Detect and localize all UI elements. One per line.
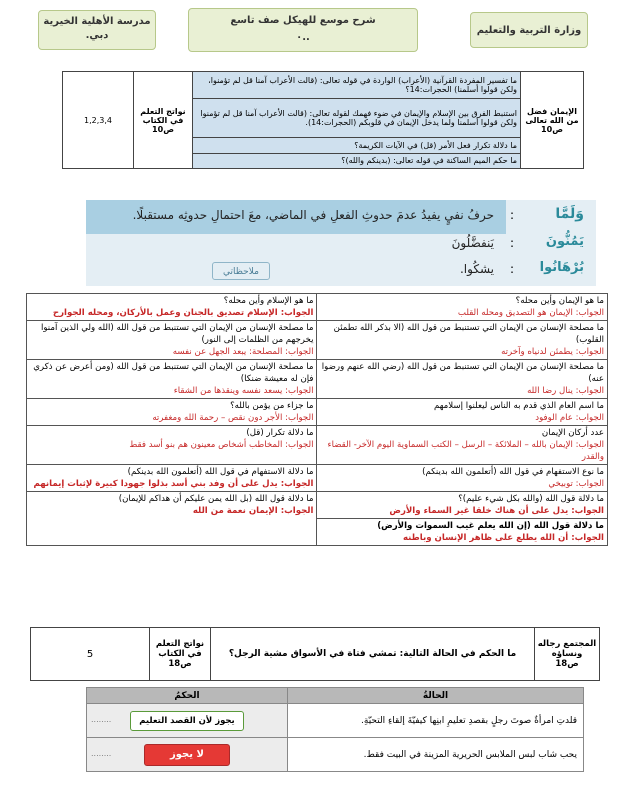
- ruling-answer: يجوز لأن القصد التعليم: [130, 711, 244, 731]
- vocab-word: يَمُنُّونَ: [545, 234, 584, 249]
- qa-cell-right: [317, 294, 608, 321]
- question: ما مصلحة الإنسان من الإيمان التي تستنبط من قول الله (ومن أعرض عن ذكري فإن له معيشة ضنكا): [33, 362, 314, 384]
- dotted-line: ........: [91, 749, 112, 758]
- vocab-word: وَلَمَّا: [555, 206, 584, 222]
- answer: الجواب: ينال رضا الله: [527, 386, 604, 396]
- ruling-cell: [87, 704, 288, 738]
- title-box: [188, 8, 418, 52]
- school-name-box: مدرسة الأهلية الخيرية دبي.: [38, 10, 156, 50]
- dotted-line: ........: [91, 715, 112, 724]
- answer: الجواب: المصلحة: يبعد الجهل عن نفسه: [172, 347, 314, 357]
- question: ما مصلحة الإنسان من الإيمان التي تستنبط من قول الله (رضي الله عنهم ورضوا عنه): [321, 362, 604, 384]
- question: ما دلالة تكرار (قل): [246, 428, 314, 438]
- vocab-row: [90, 260, 590, 282]
- outcome-item: ما دلالة تكرار فعل الأمر (قل) في الآيات الكريمة؟: [193, 138, 521, 154]
- qa-cell-left: [27, 399, 317, 426]
- question: ما هو الإسلام وأين محله؟: [223, 296, 314, 306]
- vocab-row: [90, 234, 590, 256]
- vocab-row: [90, 206, 590, 228]
- vocab-colon: :: [509, 208, 514, 222]
- society-num: 5: [31, 628, 150, 681]
- case-cell: قلدتِ امرأةٌ صوتَ رجلٍ بقصدِ تعليمِ ابنِها كيفيّةَ إلقاءِ التحيّةِ.: [288, 704, 584, 738]
- qa-table: [26, 293, 608, 546]
- answer: الجواب: الأجر دون نقص – رحمة الله ومغفرته: [152, 413, 314, 423]
- vocab-meaning: يشكُوا.: [459, 262, 494, 276]
- answer: الجواب: الإسلام تصديق بالجنان وعمل بالأركان، ومحله الجوارح: [52, 308, 314, 318]
- qa-cell-right: [317, 399, 608, 426]
- vocab-meaning: يَنفضَّلُونَ: [451, 236, 494, 250]
- outcome-label: نواتج التعلم في الكتاب ص10: [134, 72, 193, 169]
- qa-cell-left: [27, 294, 317, 321]
- qa-cell-right: [317, 426, 608, 465]
- ruling-answer: لا يجوز: [144, 744, 230, 766]
- qa-cell-left: [27, 360, 317, 399]
- question: عدد أركان الإيمان: [541, 428, 604, 438]
- qa-cell-left: [27, 465, 317, 492]
- society-table: [30, 627, 600, 681]
- case-cell: يحب شاب لبس الملابس الحريرية المزينة في البيت فقط.: [288, 738, 584, 772]
- answer: الجواب: الإيمان بالله – الملائكة – الرسل – الكتب السماوية اليوم الآخر- القضاء والقدر: [327, 440, 604, 462]
- answer: الجواب: أن الله يطلع على ظاهر الإنسان وباطنه: [402, 533, 604, 543]
- qa-cell-left: [27, 321, 317, 360]
- page-title-sub: ..٠: [296, 32, 310, 43]
- notes-stamp: ملاحظاتي: [212, 262, 270, 280]
- question: ما جزاء من يؤمن بالله؟: [230, 401, 314, 411]
- outcome-table: [62, 71, 584, 169]
- col-header-ruling: الحكمُ: [87, 688, 288, 704]
- qa-cell-right: [317, 465, 608, 492]
- question: ما دلالة قول الله (والله بكل شيء عليم)؟: [458, 494, 604, 504]
- answer: الجواب: توبيخي: [548, 479, 604, 489]
- question: ما دلالة قول الله (بل الله يمن عليكم أن هداكم للإيمان): [118, 494, 314, 504]
- page-title: شرح موسع للهيكل صف تاسع: [230, 15, 376, 26]
- answer: الجواب: الإيمان نعمة من الله: [192, 506, 314, 516]
- vocab-meaning: حرفُ نفيٍ يفيدُ عدمَ حدوثِ الفعلِ في الماضي، معَ احتمالِ حدوثِه مستقبلًا.: [132, 208, 494, 222]
- question: ما اسم العام الذي قدم به الناس ليعلنوا إسلامهم: [434, 401, 604, 411]
- outcome-topic: الإيمان فضل من الله تعالى ص10: [521, 72, 584, 169]
- vocab-colon: :: [509, 262, 514, 276]
- question: ما مصلحة الإنسان من الإيمان التي تستنبط من قول الله (الا بذكر الله تطمئن القلوب): [333, 323, 604, 345]
- answer: الجواب: الإيمان هو التصديق ومحله القلب: [457, 308, 604, 318]
- society-topic: المجتمع رجاله ونساؤه ص18: [535, 628, 600, 681]
- answer: الجواب: يطمئن لدنياه وآخرته: [501, 347, 604, 357]
- society-question: ما الحكم في الحالة التالية: تمشي فتاة في الأسواق مشية الرجل؟: [211, 628, 535, 681]
- question: ما دلالة قول الله (إن الله يعلم غيب السموات والأرض): [377, 521, 604, 531]
- ruling-cell: [87, 738, 288, 772]
- qa-cell-left: [27, 492, 317, 546]
- rulings-table: [86, 687, 584, 772]
- answer: الجواب: يدل على أن وفد بني أسد بذلوا جهودا كبيرة لإثبات إيمانهم: [33, 479, 314, 489]
- question: ما نوع الاستفهام في قول الله (أتعلمون الله بدينكم): [422, 467, 604, 477]
- outcome-item: ما تفسير المفردة القرآنية (الأعراب) الواردة في قوله تعالى: (قالت الأعراب آمنا قل لم تؤمنوا، ولكن قولوا أسلمنا) الحجرات:14؟: [193, 72, 521, 99]
- question: ما هو الإيمان وأين محله؟: [515, 296, 604, 306]
- society-outcome-label: نواتج التعلم في الكتاب ص18: [150, 628, 211, 681]
- answer: الجواب: يسعد نفسه وينقذها من الشقاء: [173, 386, 314, 396]
- qa-cell-right: [317, 321, 608, 360]
- answer: الجواب: المخاطب أشخاص معينون هم بنو أسد فقط: [129, 440, 314, 450]
- outcome-item: استنبط الفرق بين الإسلام والإيمان في ضوء فهمك لقوله تعالى: (قالت الأعراب آمنا قل لم تؤمنوا ولكن قولوا أسلمنا ولما يدخل الإيمان في قلوبكم (الحجرات:14).: [193, 99, 521, 138]
- col-header-case: الحالةُ: [288, 688, 584, 704]
- vocab-colon: :: [509, 236, 514, 250]
- qa-cell-right: [317, 360, 608, 399]
- answer: الجواب: يدل على أن هناك خلقا غير السماء والأرض: [389, 506, 604, 516]
- outcome-nums: 1,2,3,4: [63, 72, 134, 169]
- question: ما دلالة الاستفهام في قول الله (أتعلمون الله بدينكم): [127, 467, 314, 477]
- qa-cell-left: [27, 426, 317, 465]
- outcome-item: ما حكم الميم الساكنة في قوله تعالى: (بدينكم والله)؟: [193, 153, 521, 169]
- qa-cell-right: [317, 492, 608, 519]
- question: ما مصلحة الإنسان من الإيمان التي تستنبط من قول الله (الله ولي الذين آمنوا يخرجهم من الظلمات إلى النور): [40, 323, 314, 345]
- vocab-word: بُرْهَانُوا: [539, 260, 584, 275]
- answer: الجواب: عام الوفود: [535, 413, 604, 423]
- ministry-box: وزارة التربية والتعليم: [470, 12, 588, 48]
- qa-cell-right: [317, 519, 608, 546]
